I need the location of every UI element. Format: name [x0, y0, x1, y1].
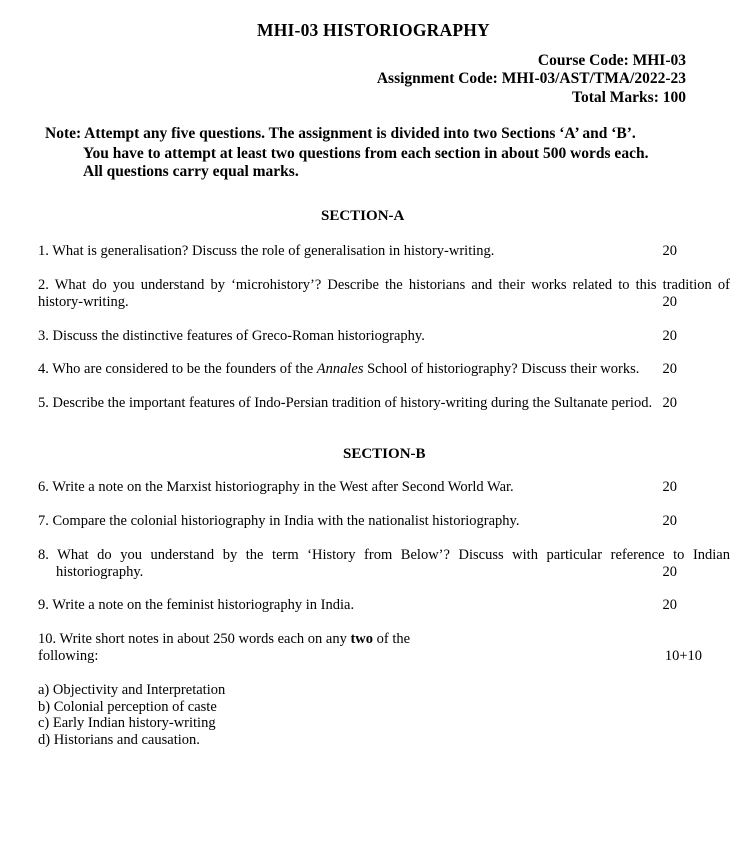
option-d: d) Historians and causation.: [38, 732, 200, 748]
question-2-line-2: history-writing.: [38, 294, 129, 310]
question-9-marks: 20: [662, 597, 677, 613]
section-b-heading: SECTION-B: [343, 446, 426, 462]
question-4-annales: Annales: [316, 361, 364, 377]
question-10-marks: 10+10: [664, 648, 702, 664]
question-8-marks: 20: [662, 564, 677, 580]
question-4-text: [38, 361, 639, 378]
question-7-marks: 20: [662, 513, 677, 529]
question-10-pre: 10. Write short notes in about 250 words each on any: [38, 631, 351, 647]
option-b: b) Colonial perception of caste: [38, 699, 217, 715]
question-8-line-2: historiography.: [56, 564, 144, 580]
document-title: MHI-03 HISTORIOGRAPHY: [257, 20, 490, 40]
section-a-heading: SECTION-A: [321, 208, 405, 224]
question-2-line-1: 2. What do you understand by ‘microhistory’? Describe the historians and their works related to this tradition of: [38, 277, 730, 293]
option-c: c) Early Indian history-writing: [38, 715, 216, 731]
question-10-line-1: [38, 631, 410, 648]
question-1-marks: 20: [662, 243, 677, 259]
question-6-text: 6. Write a note on the Marxist historiography in the West after Second World War.: [38, 479, 514, 495]
question-2-marks: 20: [662, 294, 677, 310]
question-10-post: of the: [373, 631, 411, 647]
question-6-marks: 20: [662, 479, 677, 495]
note-line-1: Note: Attempt any five questions. The assignment is divided into two Sections ‘A’ and ‘B’.: [45, 125, 636, 142]
course-code: Course Code: MHI-03: [537, 52, 686, 69]
question-3-text: 3. Discuss the distinctive features of Greco-Roman historiography.: [38, 328, 425, 344]
assignment-code: Assignment Code: MHI-03/AST/TMA/2022-23: [376, 70, 686, 87]
question-5-text: 5. Describe the important features of Indo-Persian tradition of history-writing during the Sultanate period.: [38, 395, 653, 411]
question-4-marks: 20: [662, 361, 677, 377]
option-a: a) Objectivity and Interpretation: [38, 682, 226, 698]
question-4-post: School of historiography? Discuss their works.: [363, 361, 640, 377]
question-9-text: 9. Write a note on the feminist historiography in India.: [38, 597, 355, 613]
question-1-text: 1. What is generalisation? Discuss the role of generalisation in history-writing.: [38, 243, 495, 259]
question-4-pre: 4. Who are considered to be the founders of the: [38, 361, 317, 377]
note-line-3: All questions carry equal marks.: [83, 163, 299, 180]
total-marks: Total Marks: 100: [572, 89, 686, 106]
question-7-text: 7. Compare the colonial historiography in India with the nationalist historiography.: [38, 513, 520, 529]
note-line-2: You have to attempt at least two questions from each section in about 500 words each.: [83, 145, 649, 162]
question-10-two: two: [350, 631, 374, 647]
question-10-line-2: following:: [38, 648, 99, 664]
question-5-marks: 20: [662, 395, 677, 411]
question-8-line-1: 8. What do you understand by the term ‘History from Below’? Discuss with particular reference to Indian: [38, 547, 730, 563]
question-3-marks: 20: [662, 328, 677, 344]
